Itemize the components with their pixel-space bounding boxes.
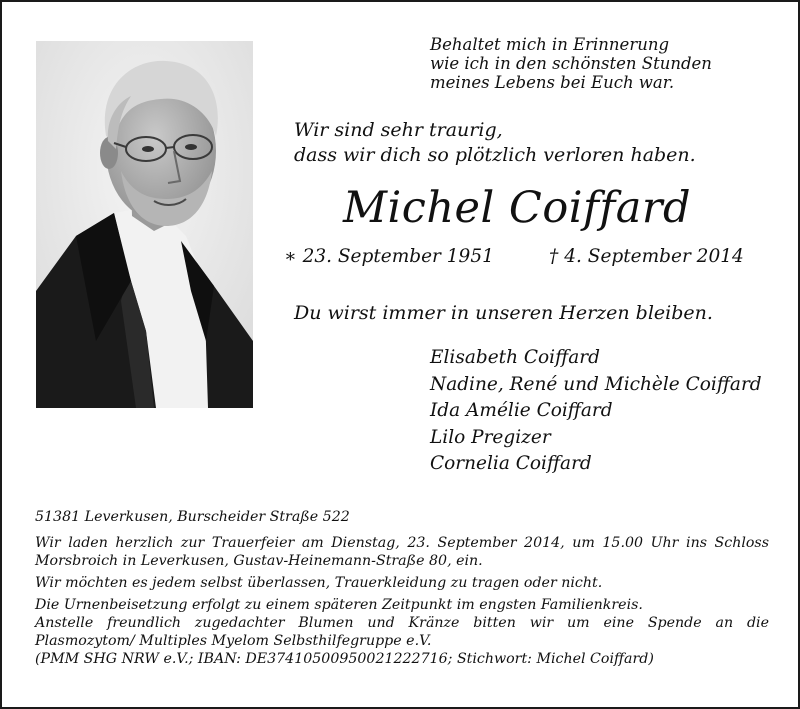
mourner-name: Cornelia Coiffard [430,453,592,474]
quote-line: wie ich in den schönsten Stunden [430,54,712,73]
donation-line: Anstelle freundlich zugedachter Blumen und Kränze bitten wir um eine Spende an die [35,615,769,631]
death-date [549,246,744,268]
mourners-list [430,345,762,478]
intro-text [294,118,696,168]
birth-star-icon: ∗ [284,246,297,267]
address-line: 51381 Leverkusen, Burscheider Straße 522 [35,509,350,525]
quote-line: Behaltet mich in Erinnerung [430,35,670,54]
mourner-name: Nadine, René und Michèle Coiffard [430,373,762,395]
death-date-text: 4. September 2014 [564,246,744,267]
portrait-photo [36,41,253,408]
death-cross-icon: † [549,246,559,267]
mourner-name: Ida Amélie Coiffard [430,400,613,421]
burial-note: Die Urnenbeisetzung erfolgt zu einem späteren Zeitpunkt im engsten Familienkreis. [35,597,643,613]
birth-date [284,246,494,268]
mourner-name: Lilo Pregizer [430,426,551,448]
footer-info [35,508,769,668]
clothing-note: Wir möchten es jedem selbst überlassen, Trauerkleidung zu tragen oder nicht. [35,575,603,591]
memorial-quote [430,35,712,92]
invitation-line: Morsbroich in Leverkusen, Gustav-Heinemann-Straße 80, ein. [35,553,483,569]
intro-line: dass wir dich so plötzlich verloren haben. [294,144,696,166]
intro-line: Wir sind sehr traurig, [294,119,503,141]
motto-text: Du wirst immer in unseren Herzen bleiben. [294,302,713,324]
deceased-name: Michel Coiffard [343,183,692,233]
portrait-illustration [36,41,253,408]
invitation-line: Wir laden herzlich zur Trauerfeier am Dienstag, 23. September 2014, um 15.00 Uhr ins Schloss [35,535,769,551]
quote-line: meines Lebens bei Euch war. [430,73,675,92]
donation-line: Plasmozytom/ Multiples Myelom Selbsthilfegruppe e.V. [35,633,432,649]
birth-date-text: 23. September 1951 [302,246,494,267]
mourner-name: Elisabeth Coiffard [430,347,600,368]
donation-line: (PMM SHG NRW e.V.; IBAN: DE37410500950021222716; Stichwort: Michel Coiffard) [35,651,654,667]
